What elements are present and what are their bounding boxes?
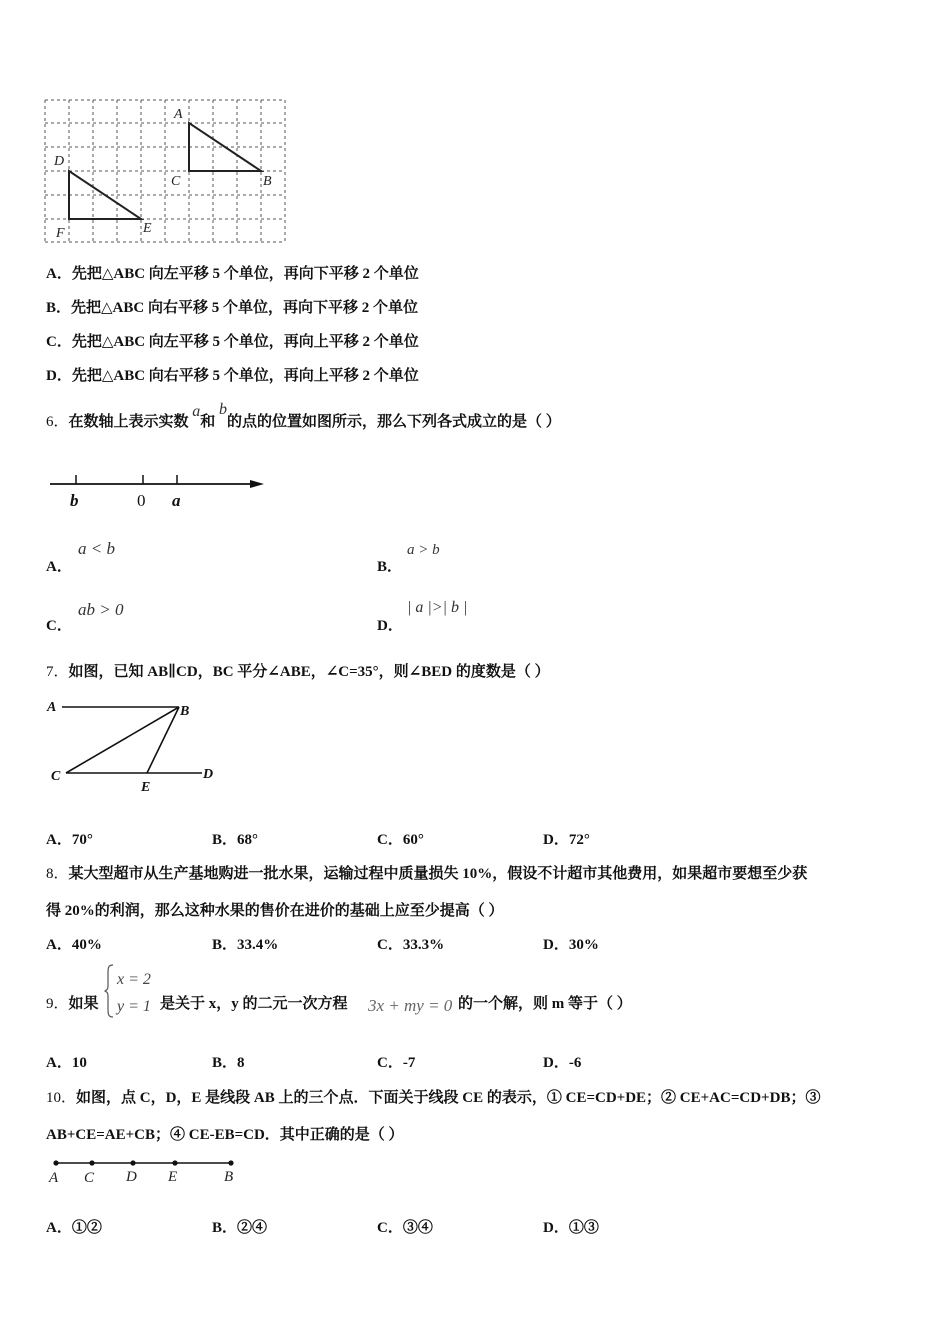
q7-option-c[interactable]: C．60° xyxy=(377,832,424,848)
q8-stem-line1 xyxy=(46,862,807,883)
label-b: B xyxy=(224,1169,234,1185)
q9-option-d[interactable]: D．-6 xyxy=(543,1055,582,1071)
q5-option-a[interactable]: A．先把△ABC 向左平移 5 个单位，再向下平移 2 个单位 xyxy=(46,266,419,282)
q6-text-part2: 的点的位置如图所示，那么下列各式成立的是（ ） xyxy=(227,414,561,430)
q6-option-a-label[interactable]: A． xyxy=(46,559,72,575)
q10-option-c[interactable]: C．③④ xyxy=(377,1220,433,1236)
q7-option-a[interactable]: A．70° xyxy=(46,832,93,848)
q6-option-d-label[interactable]: D． xyxy=(377,618,403,634)
q9-system-brace xyxy=(104,962,164,1020)
q10-option-d[interactable]: D．①③ xyxy=(543,1220,599,1236)
label-f: F xyxy=(56,226,65,241)
q7-number: 7． xyxy=(46,664,69,680)
q6-text-part1: 在数轴上表示实数 xyxy=(68,414,189,430)
q8-number: 8． xyxy=(46,866,69,882)
q6-option-c-label[interactable]: C． xyxy=(46,618,72,634)
label-c: C xyxy=(171,174,181,189)
q6-option-c-expr[interactable]: ab > 0 xyxy=(78,600,124,619)
q6-text-and: 和 xyxy=(200,414,216,430)
q9-option-b[interactable]: B．8 xyxy=(212,1055,245,1071)
q7-option-b[interactable]: B．68° xyxy=(212,832,259,848)
axis-label-zero: 0 xyxy=(137,491,146,510)
label-e: E xyxy=(168,1169,178,1185)
q7-figure xyxy=(44,696,224,794)
q6-option-b-label[interactable]: B． xyxy=(377,559,403,575)
q6-option-a-expr[interactable]: a < b xyxy=(78,539,115,558)
q6-option-d-expr[interactable]: | a |>| b | xyxy=(407,599,468,616)
q5-grid-figure xyxy=(44,98,288,246)
label-c: C xyxy=(51,769,61,784)
q10-option-a[interactable]: A．①② xyxy=(46,1220,102,1236)
point-d xyxy=(130,1160,135,1165)
q10-number: 10． xyxy=(46,1090,77,1106)
q10-option-b[interactable]: B．②④ xyxy=(212,1220,268,1236)
q9-text-if: 如果 xyxy=(68,996,99,1012)
label-a: A xyxy=(174,107,183,122)
q9-number: 9． xyxy=(46,996,69,1012)
q6-number-line xyxy=(46,468,270,520)
label-a: A xyxy=(47,700,57,715)
point-a xyxy=(53,1160,58,1165)
q6-var-b: b xyxy=(219,401,228,418)
label-c: C xyxy=(84,1170,95,1186)
q8-option-c[interactable]: C．33.3% xyxy=(377,937,445,953)
label-b: B xyxy=(180,704,190,719)
label-b: B xyxy=(263,174,272,189)
q7-stem xyxy=(46,660,550,681)
q6-var-a: a xyxy=(192,403,201,420)
q6-stem xyxy=(46,401,561,431)
label-e: E xyxy=(143,221,152,236)
q9-text-mid: 是关于 x，y 的二元一次方程 xyxy=(160,996,348,1012)
q7-option-d[interactable]: D．72° xyxy=(543,832,590,848)
label-a: A xyxy=(49,1170,59,1186)
q9-option-c[interactable]: C．-7 xyxy=(377,1055,416,1071)
q5-option-b[interactable]: B．先把△ABC 向右平移 5 个单位，再向下平移 2 个单位 xyxy=(46,300,418,316)
label-d: D xyxy=(203,767,214,782)
label-d: D xyxy=(126,1169,137,1185)
q6-option-b-expr[interactable]: a > b xyxy=(407,542,440,558)
q6-number: 6． xyxy=(46,414,69,430)
axis-label-b: b xyxy=(70,491,79,510)
q10-stem-line1 xyxy=(46,1086,820,1107)
point-e xyxy=(172,1160,177,1165)
q5-option-c[interactable]: C．先把△ABC 向左平移 5 个单位，再向上平移 2 个单位 xyxy=(46,334,419,350)
q9-stem-start xyxy=(46,992,99,1013)
q8-line1: 某大型超市从生产基地购进一批水果，运输过程中质量损失 10%，假设不计超市其他费用，如果超市要想至少获 xyxy=(68,866,808,882)
axis-label-a: a xyxy=(172,491,181,510)
point-b xyxy=(228,1160,233,1165)
q9-sys-line2: y = 1 xyxy=(117,998,151,1015)
q8-option-a[interactable]: A．40% xyxy=(46,937,102,953)
q8-option-d[interactable]: D．30% xyxy=(543,937,599,953)
q9-option-a[interactable]: A．10 xyxy=(46,1055,87,1071)
q7-text: 如图，已知 AB∥CD，BC 平分∠ABE，∠C=35°，则∠BED 的度数是（ ） xyxy=(68,664,550,680)
q5-option-d[interactable]: D．先把△ABC 向右平移 5 个单位，再向上平移 2 个单位 xyxy=(46,368,419,384)
q9-sys-line1: x = 2 xyxy=(117,971,151,988)
q8-option-b[interactable]: B．33.4% xyxy=(212,937,279,953)
label-d: D xyxy=(54,154,65,169)
q8-stem-line2: 得 20%的利润，那么这种水果的售价在进价的基础上应至少提高（ ） xyxy=(46,903,504,919)
label-e: E xyxy=(141,780,151,794)
q10-segment-figure xyxy=(44,1154,244,1190)
q10-stem-line2: AB+CE=AE+CB；④ CE-EB=CD．其中正确的是（ ） xyxy=(46,1127,404,1143)
point-c xyxy=(89,1160,94,1165)
q9-equation: 3x + my = 0 xyxy=(368,996,453,1015)
q9-text-end: 的一个解，则 m 等于（ ） xyxy=(458,996,632,1012)
q10-line1: 如图，点 C，D，E 是线段 AB 上的三个点．下面关于线段 CE 的表示，① CE=CD+DE；② CE+AC=CD+DB；③ xyxy=(76,1090,821,1106)
